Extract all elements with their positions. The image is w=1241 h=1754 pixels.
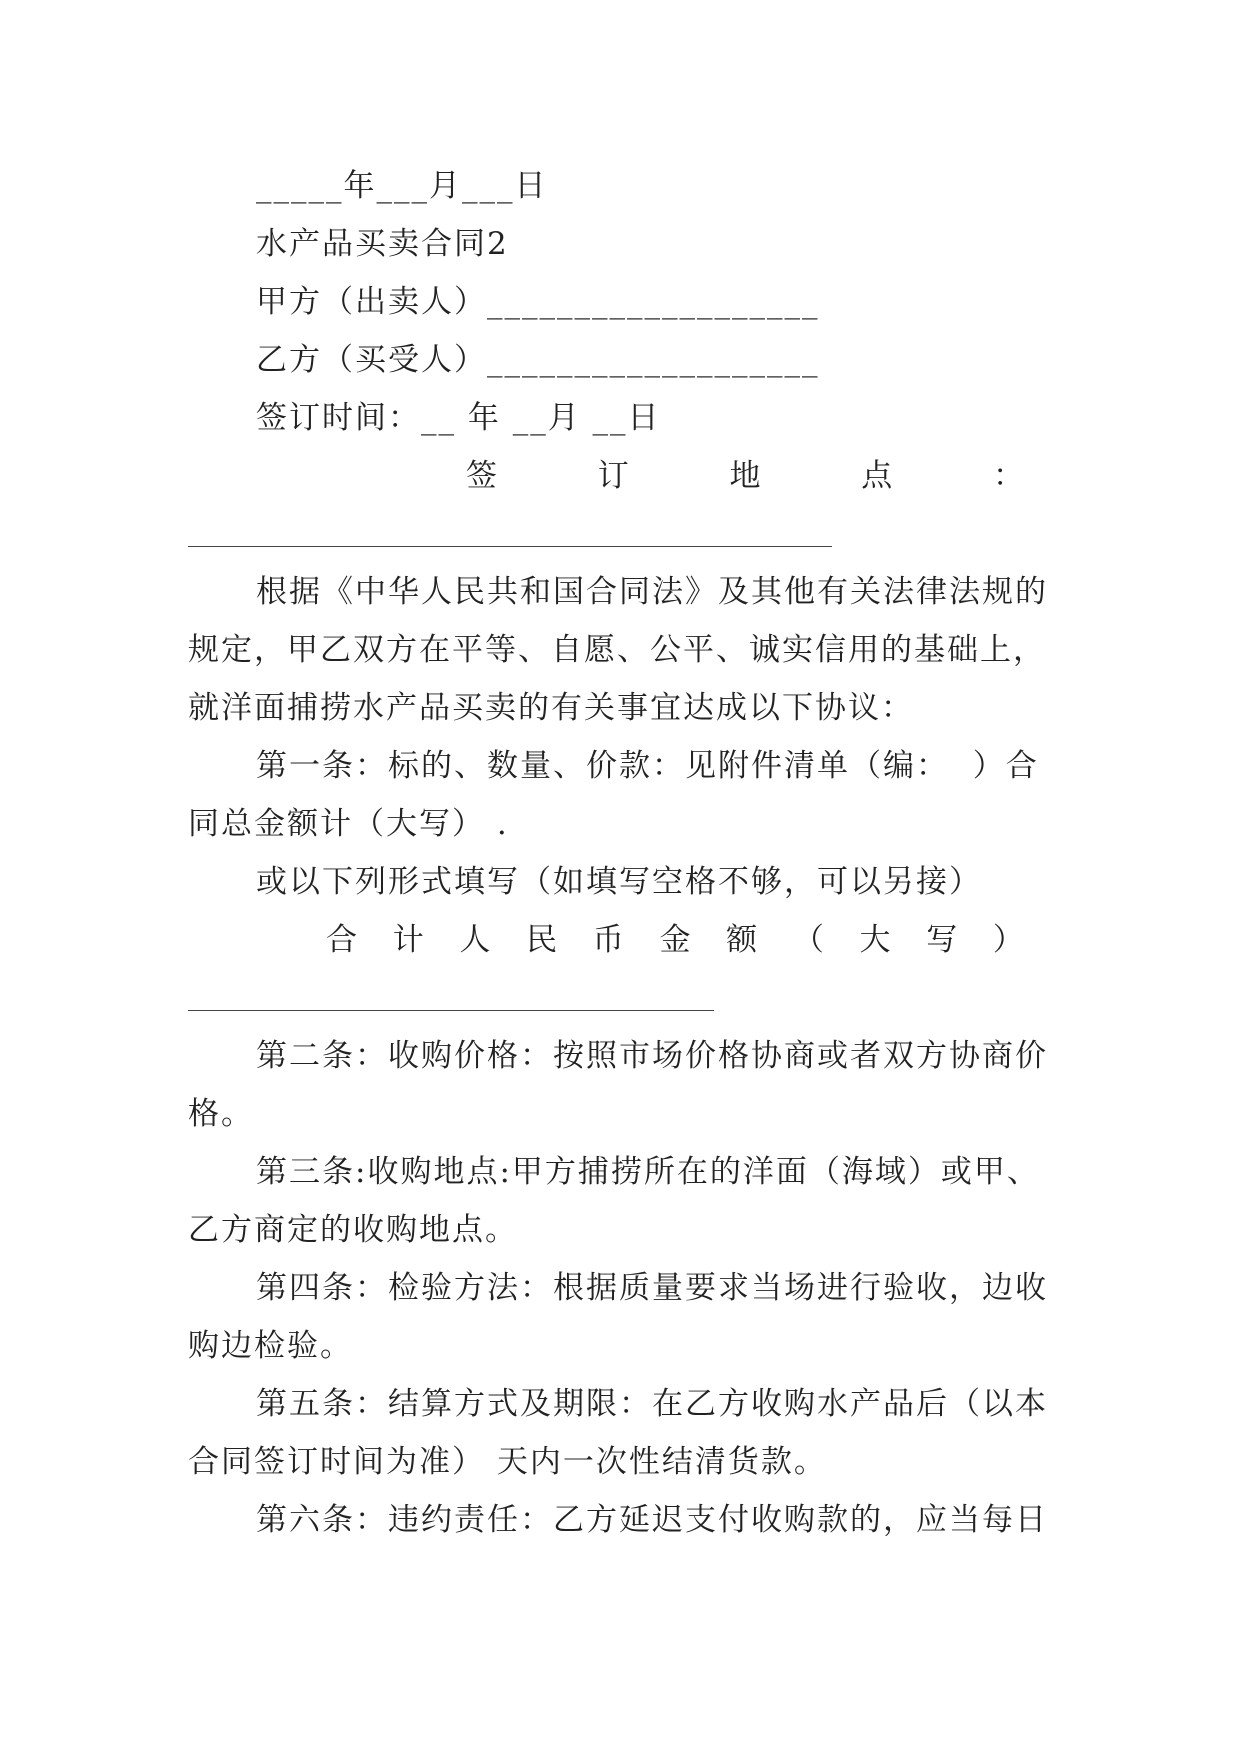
article-1-line: 第一条：标的、数量、价款：见附件清单（编： ）合 xyxy=(256,748,1039,784)
article-2-line: 格。 xyxy=(188,1096,254,1132)
article-4-line: 第四条：检验方法：根据质量要求当场进行验收，边收 xyxy=(256,1270,1048,1306)
sign-time-line: 签订时间：__ 年 __月 __日 xyxy=(256,400,661,436)
article-6-line: 第六条：违约责任：乙方延迟支付收购款的，应当每日 xyxy=(256,1502,1048,1538)
total-amount-char: 人 xyxy=(459,922,493,958)
sign-place-line xyxy=(466,456,1026,496)
total-amount-char: ） xyxy=(992,922,1026,958)
date-line: _____年___月___日 xyxy=(256,168,548,204)
total-amount-char: （ xyxy=(792,922,826,958)
total-amount-char: 计 xyxy=(392,922,426,958)
article-5-line: 第五条：结算方式及期限：在乙方收购水产品后（以本 xyxy=(256,1386,1048,1422)
party-b-line: 乙方（买受人）___________________ xyxy=(256,342,820,378)
sign-place-underline xyxy=(188,546,832,547)
article-3-line: 第三条:收购地点:甲方捕捞所在的洋面（海域）或甲、 xyxy=(256,1154,1040,1190)
sign-place-char: 地 xyxy=(729,458,763,494)
total-amount-char: 民 xyxy=(526,922,560,958)
preamble-line: 就洋面捕捞水产品买卖的有关事宜达成以下协议： xyxy=(188,690,914,726)
article-1-line: 同总金额计（大写） . xyxy=(188,806,509,842)
party-a-line: 甲方（出卖人）___________________ xyxy=(256,284,820,320)
sign-place-char: 点 xyxy=(861,458,895,494)
document-title: 水产品买卖合同2 xyxy=(256,226,509,262)
article-3-line: 乙方商定的收购地点。 xyxy=(188,1212,518,1248)
total-amount-char: 写 xyxy=(926,922,960,958)
preamble-line: 根据《中华人民共和国合同法》及其他有关法律法规的 xyxy=(256,574,1048,610)
article-5-line: 合同签订时间为准） 天内一次性结清货款。 xyxy=(188,1444,827,1480)
sign-place-char: ： xyxy=(993,458,1026,494)
total-amount-char: 合 xyxy=(326,922,359,958)
total-amount-char: 金 xyxy=(659,922,693,958)
total-amount-underline xyxy=(188,1010,714,1011)
sign-place-char: 订 xyxy=(597,458,631,494)
article-2-line: 第二条：收购价格：按照市场价格协商或者双方协商价 xyxy=(256,1038,1048,1074)
article-4-line: 购边检验。 xyxy=(188,1328,353,1364)
total-amount-char: 币 xyxy=(592,922,626,958)
preamble-line: 规定，甲乙双方在平等、自愿、公平、诚实信用的基础上， xyxy=(188,632,1046,668)
total-amount-char: 额 xyxy=(726,922,760,958)
sign-place-char: 签 xyxy=(466,458,499,494)
total-amount-line xyxy=(326,920,1026,960)
alt-fill-line: 或以下列形式填写（如填写空格不够，可以另接） xyxy=(256,864,982,900)
total-amount-char: 大 xyxy=(859,922,893,958)
